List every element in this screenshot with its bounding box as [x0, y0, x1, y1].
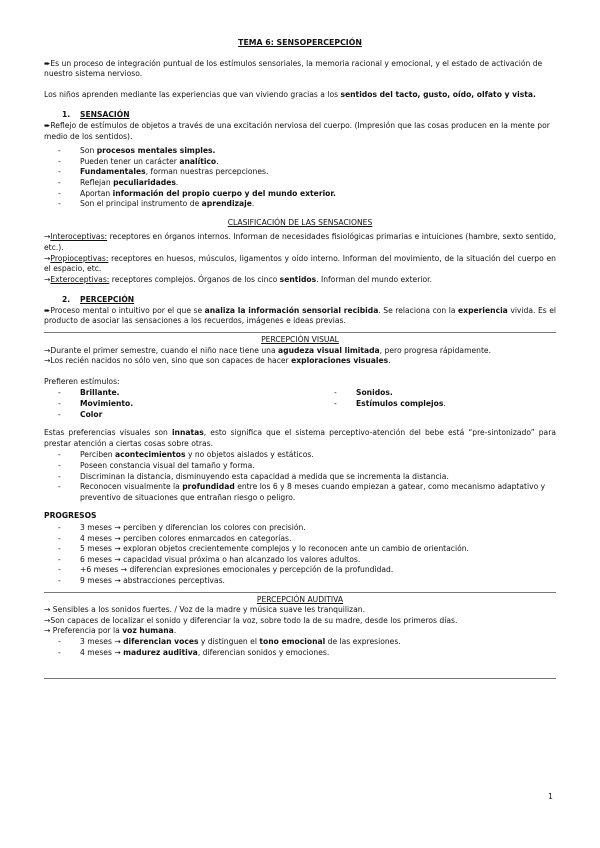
list-item: - 4 meses → madurez auditiva, diferencian sonidos y emociones.	[80, 648, 556, 659]
list-item: - Pueden tener un carácter analítico.	[80, 157, 556, 168]
propioceptivas-line: →Propioceptivas: receptores en huesos, músculos, ligamentos y oído interno. Informan del movimiento, de la situación del cuerpo en el espacio, etc.	[44, 253, 556, 274]
list-item: - 4 meses → perciben colores enmarcados en categorías.	[80, 534, 556, 545]
innate-paragraph: Estas preferencias visuales son innatas, esto significa que el sistema perceptivo-atención del bebe está “pre-sintonizado” para prestar atención a ciertas cosas sobre otras.	[44, 428, 556, 448]
senses-paragraph: Los niños aprenden mediante las experiencias que van viviendo gracias a los sentidos del tacto, gusto, oído, olfato y vista.	[44, 89, 536, 99]
list-item: - Poseen constancia visual del tamaño y forma.	[80, 461, 556, 472]
exteroceptivas-line: →Exteroceptivas: receptores complejos. Órganos de los cinco sentidos. Informan del mundo exterior.	[44, 274, 432, 284]
section-heading-sensacion: 1. SENSACIÓN	[62, 110, 130, 120]
arrow-icon: ➨	[44, 305, 51, 315]
sensacion-definition: ➨Reflejo de estímulos de objetos a través de una excitación nerviosa del cuerpo. (Impresión que las cosas producen en la mente por medio de los sentidos).	[44, 120, 550, 141]
auditiva-heading: PERCEPCIÓN AUDITIVA	[256, 594, 344, 604]
divider	[44, 678, 556, 679]
page-title: TEMA 6: SENSOPERCEPCIÓN	[238, 38, 362, 47]
clasificacion-heading: CLASIFICACIÓN DE LAS SENSACIONES	[227, 217, 373, 227]
stimuli-columns	[44, 388, 556, 420]
divider	[44, 332, 556, 333]
arrow-icon: ➨	[44, 120, 51, 130]
divider	[44, 592, 556, 593]
list-item: - Fundamentales, forman nuestras percepciones.	[80, 167, 556, 178]
visual-line-1: →Durante el primer semestre, cuando el niño nace tiene una agudeza visual limitada, pero progresa rápidamente.	[44, 345, 492, 355]
percepcion-definition: ➨Proceso mental o intuitivo por el que se analiza la información sensorial recibida. Se relaciona con la experiencia vivida. Es el producto de asociar las sensaciones a los recuerdos, imágenes e ideas previas.	[44, 305, 557, 326]
list-item: - Color	[80, 410, 334, 421]
list-item: - Sonidos.	[356, 388, 446, 399]
list-item: - Aportan información del propio cuerpo y del mundo exterior.	[80, 189, 556, 200]
list-item: - Son el principal instrumento de aprendizaje.	[80, 199, 556, 210]
page-number: 1	[548, 792, 553, 801]
list-item: - Reflejan peculiaridades.	[80, 178, 556, 189]
prefer-label: Prefieren estímulos:	[44, 376, 120, 386]
list-item: - 3 meses → diferencian voces y distinguen el tono emocional de las expresiones.	[80, 637, 556, 648]
list-item: - Movimiento.	[80, 399, 334, 410]
list-item: - Reconocen visualmente la profundidad entre los 6 y 8 meses cuando empiezan a gatear, como mecanismo adaptativo y preventivo de situaciones que entrañan riesgo o peligro.	[80, 482, 556, 503]
interoceptivas-line: →Interoceptivas: receptores en órganos internos. Informan de necesidades fisiológicas primarias e intuiciones (hambre, sexto sentido, etc.).	[44, 232, 556, 252]
sensacion-list	[44, 146, 556, 210]
auditiva-list	[44, 637, 556, 658]
auditiva-line-1: → Sensibles a los sonidos fuertes. / Voz de la madre y música suave les tranquilizan.	[44, 605, 366, 615]
document-page	[44, 38, 556, 679]
list-item: - Perciben acontecimientos y no objetos aislados y estáticos.	[80, 450, 556, 461]
visual-abilities-list	[44, 450, 556, 503]
visual-line-2: →Los recién nacidos no sólo ven, sino que son capaces de hacer exploraciones visuales.	[44, 356, 391, 366]
list-item: - 9 meses → abstracciones perceptivas.	[80, 576, 556, 587]
section-heading-percepcion: 2. PERCEPCIÓN	[62, 295, 135, 305]
list-item: - +6 meses → diferencian expresiones emocionales y percepción de la profundidad.	[80, 565, 556, 576]
auditiva-line-2: →Son capaces de localizar el sonido y diferenciar la voz, sobre todo la de su madre, desde los primeros días.	[44, 615, 458, 625]
list-item: - 5 meses → exploran objetos crecientemente complejos y lo reconocen ante un cambio de orientación.	[80, 544, 556, 555]
visual-heading: PERCEPCIÓN VISUAL	[261, 335, 339, 345]
intro-paragraph: ➨Es un proceso de integración puntual de los estímulos sensoriales, la memoria racional y emocional, y el estado de activación de nuestro sistema nervioso.	[44, 58, 543, 79]
list-item: - Discriminan la distancia, disminuyendo esta capacidad a medida que se incrementa la distancia.	[80, 472, 556, 483]
list-item: - 6 meses → capacidad visual próxima o han alcanzado los valores adultos.	[80, 555, 556, 566]
progresos-heading: PROGRESOS	[44, 511, 97, 521]
arrow-icon: ➨	[44, 58, 51, 68]
list-item: - Brillante.	[80, 388, 334, 399]
list-item: - 3 meses → perciben y diferencian los colores con precisión.	[80, 523, 556, 534]
list-item: - Estímulos complejos.	[356, 399, 446, 410]
auditiva-line-3: → Preferencia por la voz humana.	[44, 626, 177, 636]
progresos-list	[44, 523, 556, 587]
list-item: - Son procesos mentales simples.	[80, 146, 556, 157]
